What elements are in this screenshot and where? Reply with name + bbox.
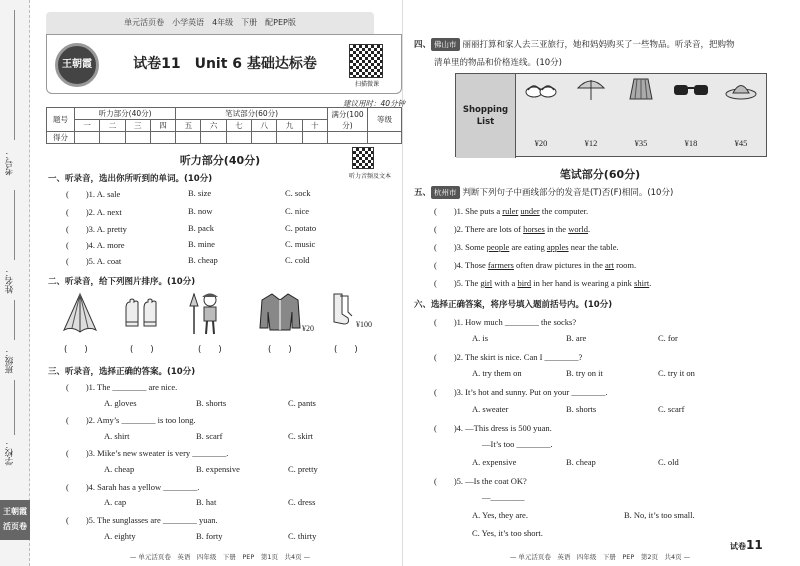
footer-left: — 单元活页卷 英语 四年级 下册 PEP 第1页 共4页 — [129, 553, 311, 561]
sec3-q2-a: A. shirt [104, 431, 130, 441]
sec5-item-2[interactable]: ( )2. There are lots of horses in the world. [434, 224, 591, 234]
umbrella-picture [60, 292, 100, 336]
score-table-listening-header: 听力部分(40分) [75, 108, 176, 120]
header-text: 单元活页卷 小学英语 4年级 下册 配PEP版 [124, 18, 296, 27]
score-cell[interactable] [226, 132, 251, 144]
sec6-q5-reply: —________ [482, 492, 525, 502]
price-label[interactable]: ¥45 [734, 138, 748, 148]
score-table-score-label: 得分 [47, 132, 75, 144]
score-cell[interactable] [328, 132, 368, 144]
sec6-q2-c: C. try it on [658, 368, 695, 378]
score-table-number: 九 [277, 120, 302, 132]
sec1-title: 一、听录音，选出你所听到的单词。(10分) [48, 174, 213, 184]
sec3-q4[interactable]: ( )4. Sarah has a yellow ________. [66, 482, 200, 492]
sunglasses-icon [672, 82, 710, 98]
shopping-list-header-line2: List [476, 117, 495, 127]
sec1-item-4-b: B. mine [188, 239, 215, 249]
score-cell[interactable] [252, 132, 277, 144]
sec3-q3-a: A. cheap [104, 464, 135, 474]
qr-code-microlesson[interactable] [349, 44, 383, 78]
boy-with-umbrella-picture [188, 290, 222, 338]
city-tag-foshan: 佛山市 [431, 38, 460, 51]
sec5-item-5[interactable]: ( )5. The girl with a bird in her hand is wearing a pink shirt. [434, 278, 652, 288]
score-table-written-header: 笔试部分(60分) [176, 108, 328, 120]
sec1-item-1-c: C. sock [285, 188, 311, 198]
score-table-total-header: 满分(100分) [328, 108, 368, 132]
sec6-q4-reply: —It’s too ________. [482, 439, 553, 449]
center-fold [402, 0, 403, 566]
jacket-picture [258, 292, 302, 332]
class-label: 班级： [5, 348, 15, 374]
shopping-list-header [456, 74, 516, 158]
sec6-q1-a: A. is [472, 333, 489, 343]
sec1-item-3-b: B. pack [188, 223, 214, 233]
score-table [46, 107, 402, 144]
score-table-number: 五 [176, 120, 201, 132]
sec3-q3-c: C. pretty [288, 464, 318, 474]
shop-item-umbrella[interactable] [566, 74, 616, 158]
price-label[interactable]: ¥18 [684, 138, 698, 148]
shop-item-sunglasses[interactable] [666, 74, 716, 158]
sec3-q1-a: A. gloves [104, 398, 137, 408]
score-table-number: 八 [252, 120, 277, 132]
score-table-number: 三 [125, 120, 150, 132]
sec1-item-2-c: C. nice [285, 206, 310, 216]
shop-item-hat[interactable] [716, 74, 766, 158]
sec3-q4-b: B. hat [196, 497, 217, 507]
sec1-item-4-a[interactable]: ( )4. A. more [66, 240, 125, 250]
sec1-item-2-b: B. now [188, 206, 213, 216]
binding-margin [0, 0, 30, 566]
sec3-q3[interactable]: ( )3. Mike’s new sweater is very ________. [66, 448, 229, 458]
title-panel [46, 34, 402, 94]
score-table-number: 四 [150, 120, 175, 132]
sec6-q3-a: A. sweater [472, 404, 509, 414]
score-cell[interactable] [302, 132, 327, 144]
score-cell[interactable] [75, 132, 100, 144]
sec6-q1-b: B. are [566, 333, 587, 343]
sec2-bracket-1[interactable]: ( ) [64, 345, 88, 355]
brand-tab: 王朝霞 活页卷 [0, 500, 30, 540]
sec2-bracket-3[interactable]: ( ) [198, 345, 222, 355]
sec3-title: 三、听录音，选择正确的答案。(10分) [48, 367, 196, 377]
header-bar [46, 12, 374, 34]
sec1-item-5-b: B. cheap [188, 255, 218, 265]
score-table-number: 十 [302, 120, 327, 132]
sec6-q4-c: C. old [658, 457, 679, 467]
sec5-title: 判断下列句子中画线部分的发音是(T)否(F)相同。(10分) [462, 188, 674, 198]
sec6-q3-c: C. scarf [658, 404, 685, 414]
score-table-number: 七 [226, 120, 251, 132]
shop-item-skirt[interactable] [616, 74, 666, 158]
paper-title: 试卷11 Unit 6 基础达标卷 [133, 56, 317, 72]
sec6-q2-b: B. try on it [566, 368, 603, 378]
gloves-picture [122, 296, 162, 330]
exam-no-label: 考号： [5, 150, 15, 176]
school-line [14, 380, 15, 435]
sec3-q4-a: A. cap [104, 497, 127, 507]
qr-code-audio[interactable] [352, 147, 374, 169]
sec6-q3-b: B. shorts [566, 404, 597, 414]
sec1-item-3-c: C. potato [285, 223, 317, 233]
sec6-q1[interactable]: ( )1. How much ________ the socks? [434, 317, 577, 327]
price-label[interactable]: ¥20 [534, 138, 548, 148]
sec5-item-3[interactable]: ( )3. Some people are eating apples near the table. [434, 242, 619, 252]
score-table-number: 一 [75, 120, 100, 132]
sec3-q1[interactable]: ( )1. The ________ are nice. [66, 382, 178, 392]
sec3-q2[interactable]: ( )2. Amy’s ________ is too long. [66, 415, 196, 425]
beach-umbrella-icon [576, 76, 606, 102]
sec1-item-5-a[interactable]: ( )5. A. coat [66, 256, 122, 266]
sec4-line1: 丽丽打算和家人去三亚旅行，她和妈妈购买了一些物品。听录音，把购物 [462, 40, 735, 50]
sec6-q5-a: A. Yes, they are. [472, 510, 528, 520]
price-label[interactable]: ¥35 [634, 138, 648, 148]
score-cell[interactable] [125, 132, 150, 144]
sec1-item-1-a[interactable]: ( )1. A. sale [66, 189, 121, 199]
score-cell[interactable] [201, 132, 226, 144]
sec1-item-2-a[interactable]: ( )2. A. next [66, 207, 122, 217]
score-table-number-label: 题号 [47, 108, 75, 132]
price-label[interactable]: ¥12 [584, 138, 598, 148]
shopping-list-header-line1: Shopping [462, 105, 509, 115]
sec1-item-3-a[interactable]: ( )3. A. pretty [66, 224, 127, 234]
shop-item-sandals[interactable] [516, 74, 566, 158]
sec3-q1-c: C. pants [288, 398, 316, 408]
sec2-bracket-5[interactable]: ( ) [334, 345, 358, 355]
sec6-q4-b: B. cheap [566, 457, 596, 467]
sec4-title-line1 [414, 38, 735, 51]
sec3-q5-b: B. forty [196, 531, 223, 541]
skirt-icon [628, 77, 654, 101]
city-tag-hangzhou: 杭州市 [431, 186, 460, 199]
sec3-q5-a: A. eighty [104, 531, 136, 541]
sec6-q2-a: A. try them on [472, 368, 522, 378]
sun-hat-icon [724, 78, 758, 102]
sec6-q2[interactable]: ( )2. The skirt is nice. Can I ________? [434, 352, 583, 362]
logo: 王朝霞 [55, 43, 99, 87]
score-cell[interactable] [100, 132, 125, 144]
sec3-q5-c: C. thirty [288, 531, 317, 541]
socks-price: ¥100 [356, 320, 372, 329]
score-cell[interactable] [150, 132, 175, 144]
sec4-line2: 清单里的物品和价格连线。(10分) [434, 58, 562, 68]
sec6-title: 六、选择正确答案，将序号填入题前括号内。(10分) [414, 300, 613, 310]
sec6-q5-c: C. Yes, it’s too short. [472, 528, 543, 538]
score-table-number: 六 [201, 120, 226, 132]
sec5-item-4[interactable]: ( )4. Those farmers often draw pictures in the art room. [434, 260, 637, 270]
qr-caption: 扫描微课 [354, 81, 379, 88]
sec6-q4-a: A. expensive [472, 457, 517, 467]
paper-number: 11 [746, 538, 763, 552]
jacket-price: ¥20 [302, 324, 314, 333]
score-table-level-header: 等级 [368, 108, 402, 132]
sec3-q1-b: B. shorts [196, 398, 227, 408]
time-note: 建议用时：40分钟 [342, 99, 405, 108]
paper-number-prefix: 试卷 [730, 542, 746, 551]
sec3-q5[interactable]: ( )5. The sunglasses are ________ yuan. [66, 515, 218, 525]
score-cell[interactable] [176, 132, 201, 144]
sec6-q5[interactable]: ( )5. —Is the coat OK? [434, 476, 527, 486]
sec1-item-5-c: C. cold [285, 255, 310, 265]
score-table-number: 二 [100, 120, 125, 132]
shopping-list-table [455, 73, 767, 157]
sec1-item-1-b: B. size [188, 188, 212, 198]
score-cell[interactable] [368, 132, 402, 144]
sandals-icon [524, 78, 558, 100]
socks-picture [330, 292, 354, 328]
sec3-q2-c: C. skirt [288, 431, 314, 441]
sec2-bracket-2[interactable]: ( ) [130, 345, 154, 355]
school-label: 学校： [5, 440, 15, 466]
listening-title: 听力部分(40分) [179, 154, 261, 167]
sec5-number: 五、 [414, 188, 432, 198]
name-line [14, 190, 15, 260]
sec1-item-4-c: C. music [285, 239, 316, 249]
sec3-q3-b: B. expensive [196, 464, 240, 474]
sec5-item-1[interactable]: ( )1. She puts a ruler under the computer. [434, 206, 589, 216]
footer-right: — 单元活页卷 英语 四年级 下册 PEP 第2页 共4页 — [509, 553, 691, 561]
paper-number-mark [730, 538, 763, 552]
score-cell[interactable] [277, 132, 302, 144]
audio-qr-caption: 听力音频及文本 [348, 173, 391, 180]
sec3-q4-c: C. dress [288, 497, 316, 507]
sec6-q5-b: B. No, it’s too small. [624, 510, 695, 520]
exam-no-line [14, 10, 15, 140]
sec2-bracket-4[interactable]: ( ) [268, 345, 292, 355]
sec6-q4[interactable]: ( )4. —This dress is 500 yuan. [434, 423, 552, 433]
sec3-q2-b: B. scarf [196, 431, 223, 441]
sec5-title-line [414, 186, 673, 199]
name-label: 姓名： [5, 268, 15, 294]
sec2-title: 二、听录音，给下列图片排序。(10分) [48, 277, 196, 287]
sec6-q3[interactable]: ( )3. It’s hot and sunny. Put on your ________. [434, 387, 608, 397]
written-title: 笔试部分(60分) [559, 168, 641, 181]
class-line [14, 300, 15, 340]
sec4-number: 四、 [414, 40, 432, 50]
sec6-q1-c: C. for [658, 333, 678, 343]
